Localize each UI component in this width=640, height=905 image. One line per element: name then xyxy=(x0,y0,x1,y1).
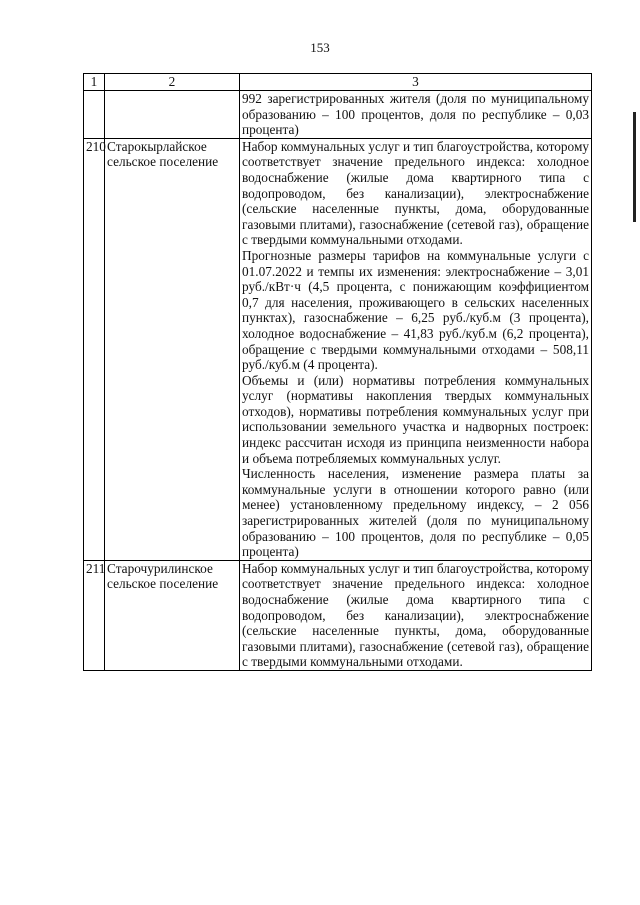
column-header-1: 1 xyxy=(84,74,105,91)
description-paragraph: Прогнозные размеры тарифов на коммунальные услуги с 01.07.2022 и темпы их изменения: электроснабжение – 3,01 руб./кВт·ч (4,5 процента, с понижающим коэффициентом 0,7 для населения, проживающего в сельских населенных пунктах), газоснабжение – 6,25 руб./куб.м (3 процента), холодное водоснабжение – 41,83 руб./куб.м (6,2 процента), обращение с твердыми коммунальными отходами – 508,11 руб./куб.м (4 процента). xyxy=(242,247,589,373)
column-header-2: 2 xyxy=(105,74,240,91)
margin-bar xyxy=(633,112,636,222)
row-number: 210 xyxy=(84,138,105,560)
row-description xyxy=(240,560,592,670)
table-row xyxy=(84,560,592,670)
row-description xyxy=(240,91,592,139)
table-row xyxy=(84,91,592,139)
description-paragraph: Объемы и (или) нормативы потребления коммунальных услуг (нормативы накопления твердых коммунальных отходов), нормативы потребления коммунальных услуг при использовании земельного участка и надворных построек: индекс рассчитан исходя из принципа неизменности набора и объема потребляемых коммунальных услуг. xyxy=(242,372,589,466)
row-description xyxy=(240,138,592,560)
column-header-3: 3 xyxy=(240,74,592,91)
description-paragraph: Набор коммунальных услуг и тип благоустройства, которому соответствует значение предельного индекса: холодное водоснабжение (жилые дома квартирного типа с водопроводом, без канализации), электроснабжение (сельские населенные пункты, дома, оборудованные газовыми плитами), газоснабжение (сетевой газ), обращение с твердыми коммунальными отходами. xyxy=(242,560,590,670)
settlement-name: Старочурилинское сельское поселение xyxy=(105,560,240,670)
page-number: 153 xyxy=(310,40,330,55)
description-paragraph: Численность населения, изменение размера платы за коммунальные услуги в отношении которого равно (или менее) установленному предельному индексу, – 2 056 зарегистрированных жителей (доля по муниципальному образованию – 100 процентов, доля по республике – 0,05 процента) xyxy=(242,466,589,560)
description-paragraph: Набор коммунальных услуг и тип благоустройства, которому соответствует значение предельного индекса: холодное водоснабжение (жилые дома квартирного типа с водопроводом, без канализации), электроснабжение (сельские населенные пункты, дома, оборудованные газовыми плитами), газоснабжение (сетевой газ), обращение с твердыми коммунальными отходами. xyxy=(242,138,590,248)
row-number xyxy=(84,91,105,139)
table-row xyxy=(84,138,592,560)
settlement-name: Старокырлайское сельское поселение xyxy=(105,138,240,560)
tariff-table xyxy=(83,73,592,671)
settlement-name xyxy=(105,91,240,139)
table-header-row xyxy=(84,74,592,91)
description-paragraph: 992 зарегистрированных жителя (доля по муниципальному образованию – 100 процентов, доля по республике – 0,03 процента) xyxy=(242,91,589,138)
row-number: 211 xyxy=(84,560,105,670)
